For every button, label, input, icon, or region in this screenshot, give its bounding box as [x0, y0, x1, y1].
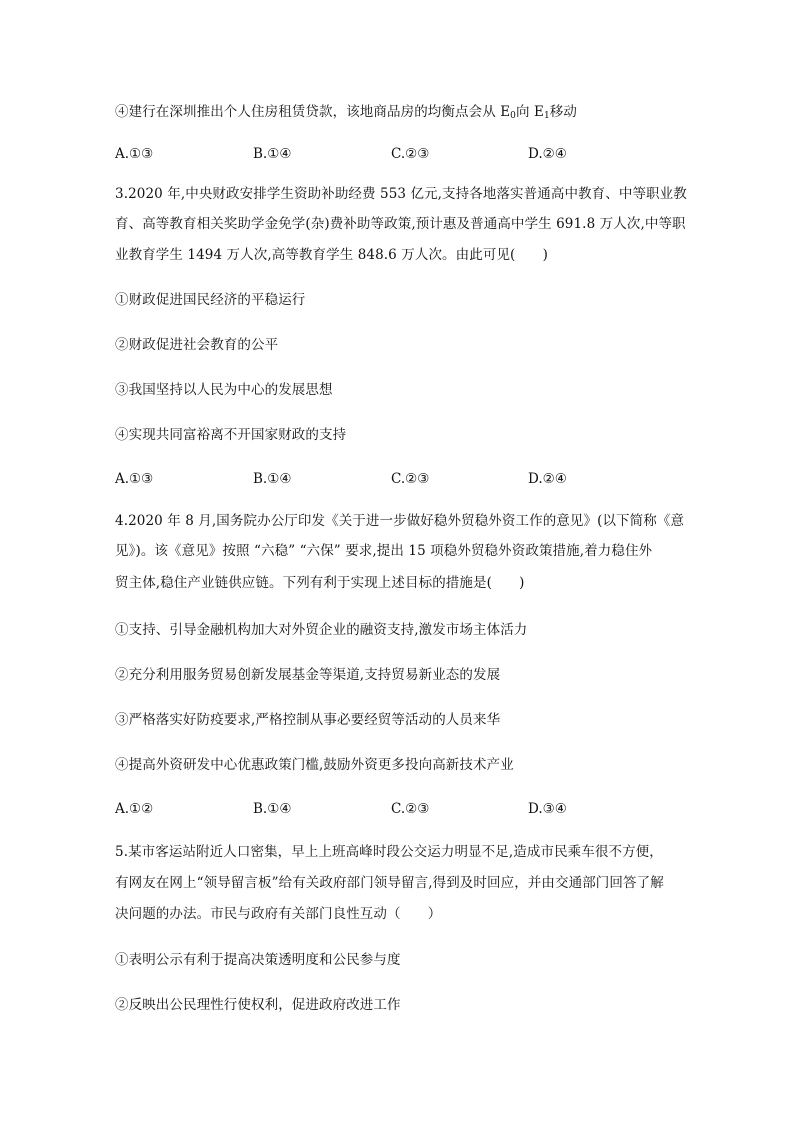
q5-stem-line-1: 5.某市客运站附近人口密集，早上上班高峰时段公交运力明显不足,造成市民乘车很不方便，: [115, 844, 663, 860]
q4-stem-line-2: 见》)。该《意见》按照 “六稳” “六保” 要求,提出 15 项稳外贸稳外资政策措施,着力稳住外: [115, 543, 653, 559]
q2-options: [115, 144, 685, 164]
q4-item-3: ③严格落实好防疫要求,严格控制从事必要经贸等活动的人员来华: [115, 712, 501, 728]
q4-item-4: ④提高外资研发中心优惠政策门槛,鼓励外资更多投向高新技术产业: [115, 757, 514, 773]
q4-stem-line-1: 4.2020 年 8 月,国务院办公厅印发《关于进一步做好稳外贸稳外资工作的意见》(以下简称《意: [115, 513, 685, 529]
q3-option-a[interactable]: A.①③: [115, 471, 154, 487]
q4-option-d[interactable]: D.③④: [528, 801, 567, 817]
q3-stem-line-3: 业教育学生 1494 万人次,高等教育学生 848.6 万人次。由此可见( ): [115, 247, 548, 263]
q5-stem-line-3: 决问题的办法。市民与政府有关部门良性互动（ ）: [115, 906, 442, 922]
q2-item-4-sub-1: 1: [543, 111, 550, 121]
q3-item-1: ①财政促进国民经济的平稳运行: [115, 292, 306, 308]
q3-options: [115, 469, 685, 489]
q2-item-4: [115, 102, 685, 122]
q5-item-1: ①表明公示有利于提高决策透明度和公民参与度: [115, 952, 401, 968]
q4-stem-line-3: 贸主体,稳住产业链供应链。下列有利于实现上述目标的措施是( ): [115, 575, 525, 591]
q2-option-c[interactable]: C.②③: [391, 146, 430, 162]
q4-options: [115, 799, 685, 819]
q2-item-4-sub-0: 0: [510, 111, 516, 121]
q3-option-b[interactable]: B.①④: [253, 471, 292, 487]
q4-option-b[interactable]: B.①④: [253, 801, 292, 817]
q5-item-2: ②反映出公民理性行使权利，促进政府改进工作: [115, 997, 401, 1013]
q4-item-1: ①支持、引导金融机构加大对外贸企业的融资支持,激发市场主体活力: [115, 622, 528, 638]
q3-item-3: ③我国坚持以人民为中心的发展思想: [115, 382, 333, 398]
q2-item-4-prefix: ④建行在深圳推出个人住房租赁贷款，该地商品房的均衡点会从 E: [115, 104, 511, 120]
q2-item-4-suffix: 移动: [549, 104, 577, 120]
q4-option-a[interactable]: A.①②: [115, 801, 154, 817]
q2-option-d[interactable]: D.②④: [528, 146, 567, 162]
q3-item-2: ②财政促进社会教育的公平: [115, 337, 279, 353]
q3-stem-line-1: 3.2020 年,中央财政安排学生资助补助经费 553 亿元,支持各地落实普通高中教育、中等职业教: [115, 186, 687, 202]
q3-option-d[interactable]: D.②④: [528, 471, 567, 487]
q3-item-4: ④实现共同富裕离不开国家财政的支持: [115, 427, 347, 443]
q2-option-b[interactable]: B.①④: [253, 146, 292, 162]
q2-item-4-mid: 向 E: [515, 104, 544, 120]
q3-stem-line-2: 育、高等教育相关奖助学金免学(杂)费补助等政策,预计惠及普通高中学生 691.8 万人次,中等职: [115, 216, 686, 232]
q3-option-c[interactable]: C.②③: [391, 471, 430, 487]
q4-option-c[interactable]: C.②③: [391, 801, 430, 817]
q5-stem-line-2: 有网友在网上“领导留言板”给有关政府部门领导留言,得到及时回应，并由交通部门回答了解: [115, 875, 664, 891]
q4-item-2: ②充分利用服务贸易创新发展基金等渠道,支持贸易新业态的发展: [115, 667, 501, 683]
q2-option-a[interactable]: A.①③: [115, 146, 154, 162]
